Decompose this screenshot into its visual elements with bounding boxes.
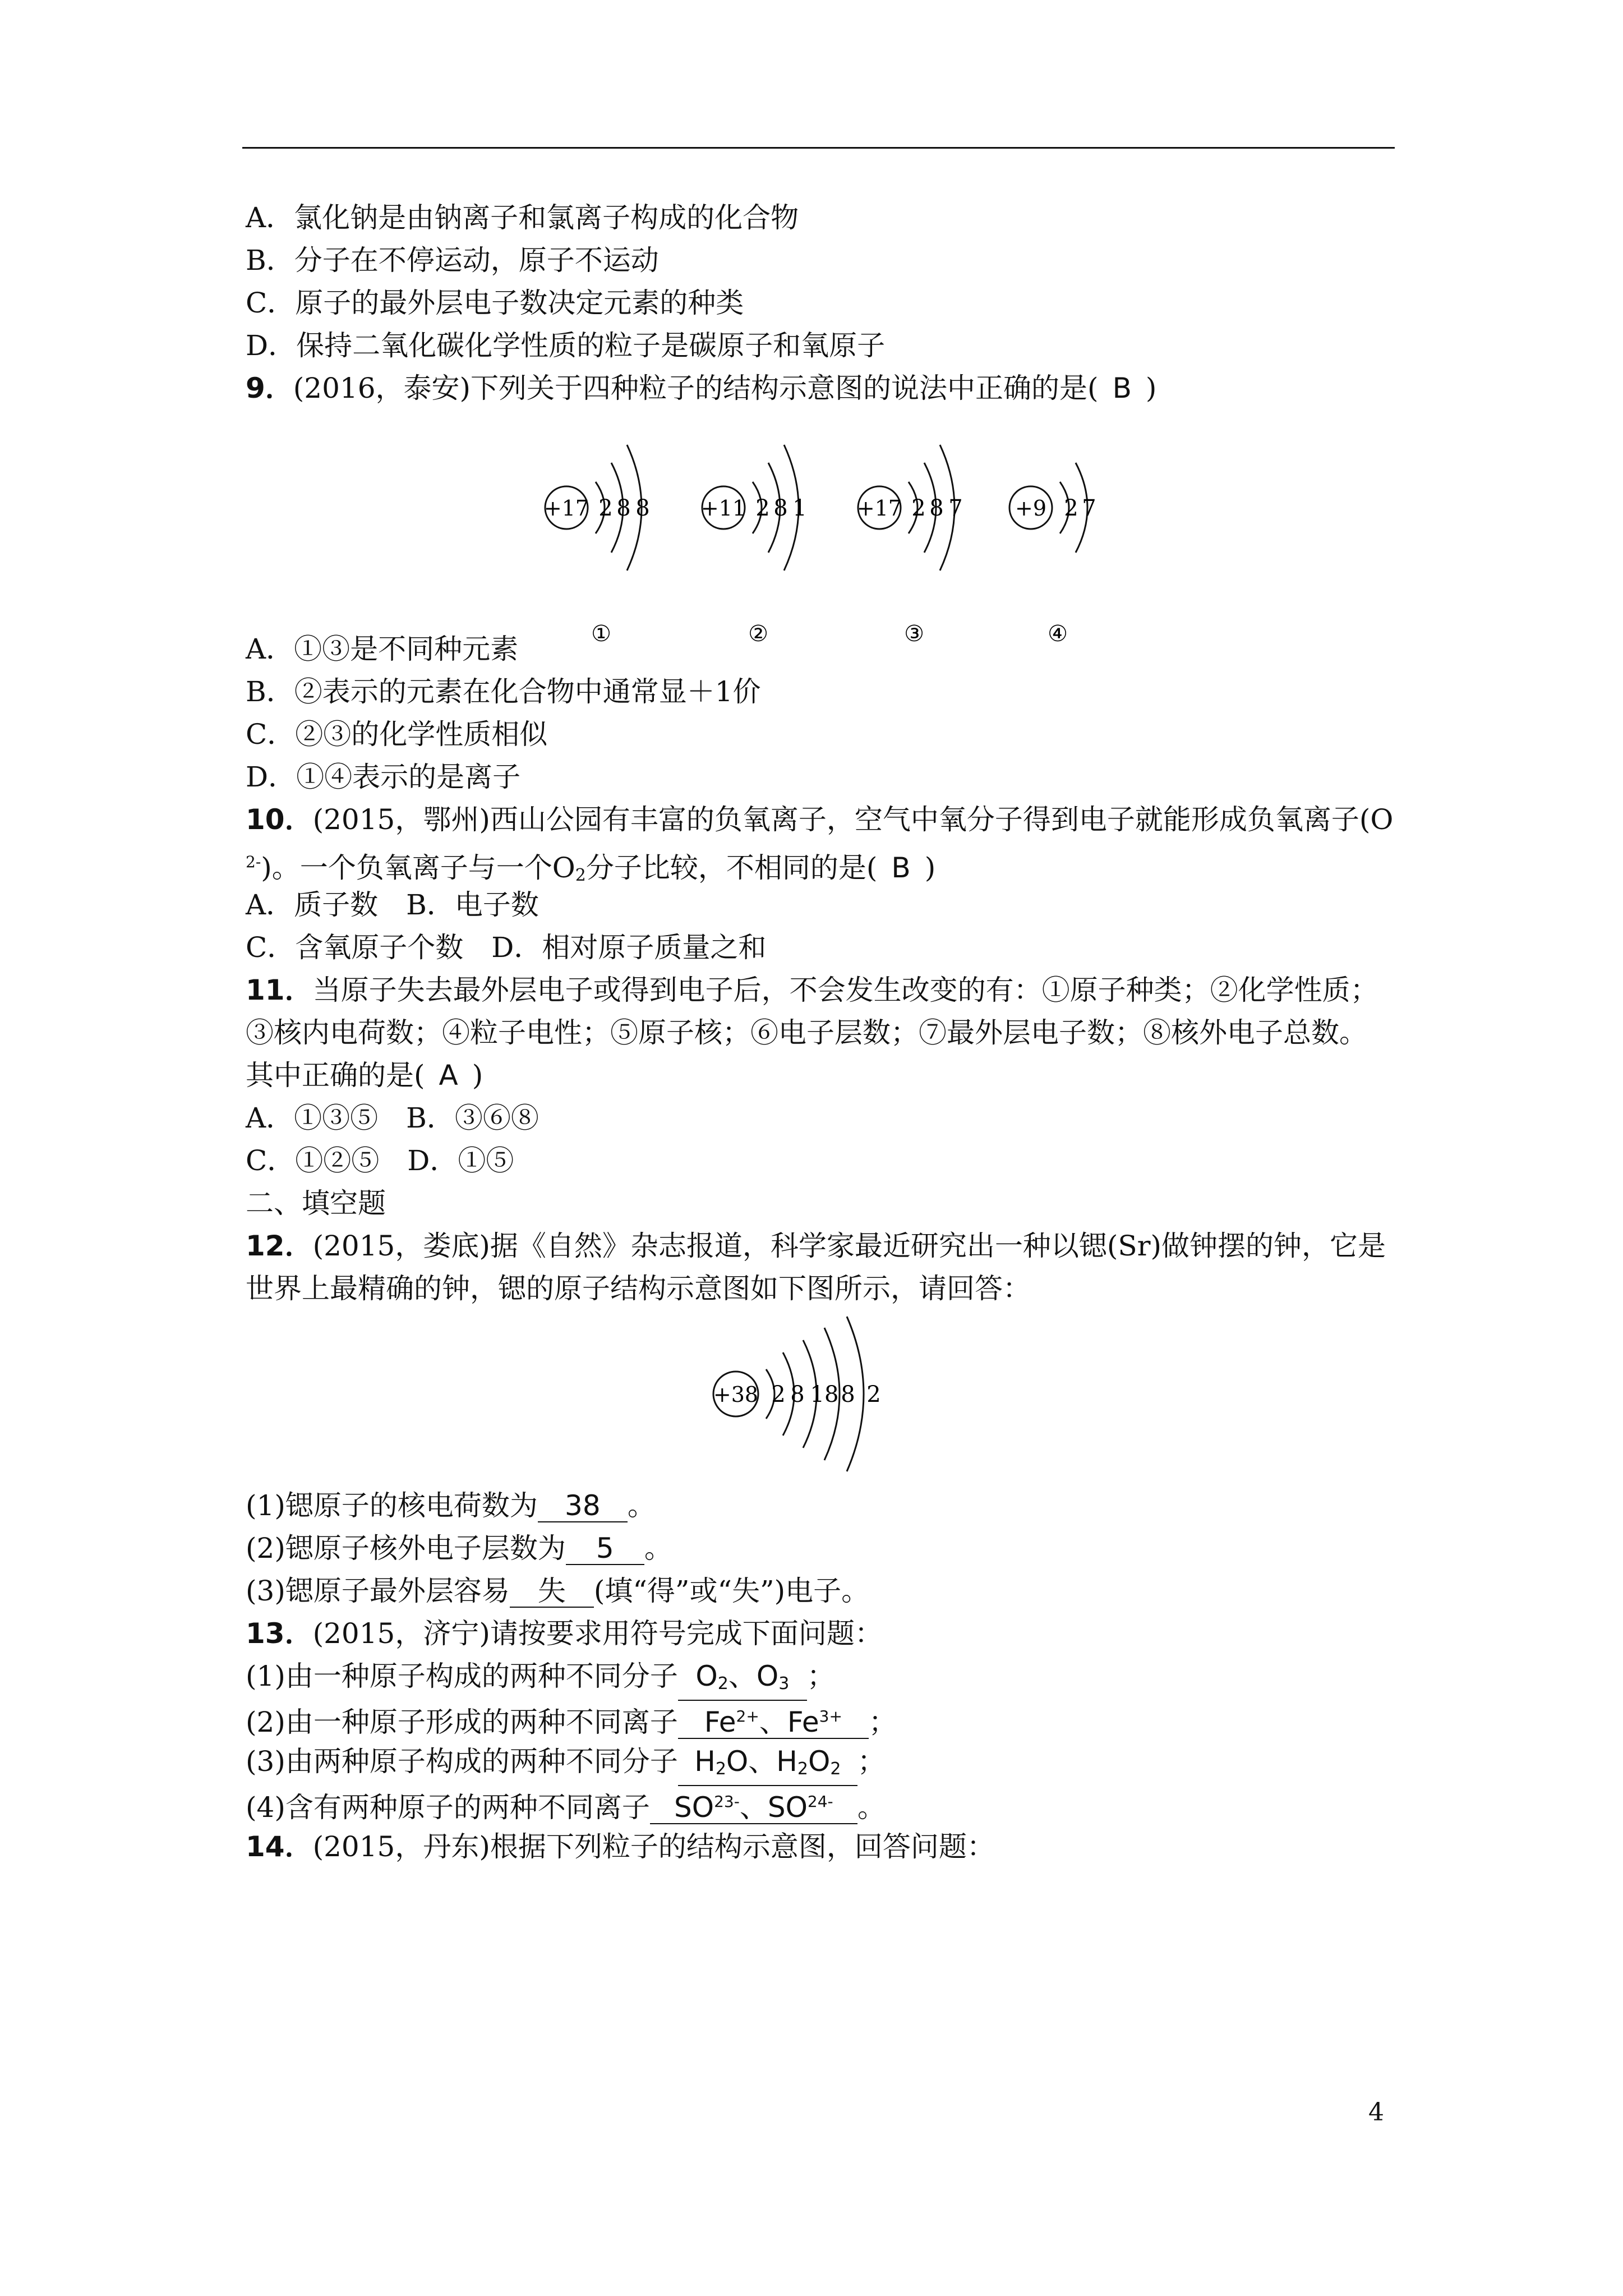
shell-count: 2 [771,1382,786,1407]
q9-stem-text: (2016，泰安)下列关于四种粒子的结构示意图的说法中正确的是( [293,372,1099,404]
q12-part3 [246,1573,869,1609]
q10-options-ab: A．质子数 B．电子数 [246,889,539,921]
q13-part3 [246,1743,886,1786]
q13-stem-text: (2015，济宁)请按要求用符号完成下面问题： [312,1617,883,1650]
nucleus-charge: +9 [1015,496,1047,521]
q12-part1 [246,1488,656,1524]
section-heading-fill-in: 二、填空题 [246,1187,386,1220]
q13-part2-answer: $Fe^{2+}$、$Fe^{3+}$ [678,1701,869,1739]
q10-stem-text3: 分子比较，不相同的是( [585,852,878,884]
shell-count: 2 [866,1382,881,1407]
shell-count: 8 [616,495,631,521]
q13-stem [246,1616,883,1651]
q9-option-d: D．①④表示的是离子 [246,761,521,793]
q8-option-b: B．分子在不停运动，原子不运动 [246,244,659,277]
q12-part2-text: (2)锶原子核外电子层数为 [246,1532,566,1565]
q13-part1-text: (1)由一种原子构成的两种不同分子 [246,1660,678,1692]
q10-stem-line1 [246,802,1393,838]
q9-option-b: B．②表示的元素在化合物中通常显＋1价 [246,675,761,708]
header-rule [242,147,1395,149]
q12-part1-end: 。 [627,1489,656,1522]
q9-close: ) [1145,372,1157,404]
q9-diagram-3 [857,445,963,647]
q10-number: 10． [246,803,313,836]
page-number: 4 [1368,2098,1384,2127]
shell-count: 2 [598,495,613,521]
nucleus-charge: +17 [856,496,902,521]
q14-stem [246,1829,995,1865]
q10-ion-charge: 2- [246,853,261,871]
q13-part2-text: (2)由一种原子形成的两种不同离子 [246,1706,678,1738]
q9-answer: B [1112,372,1132,404]
q11-close: ) [472,1059,483,1092]
q11-stem-text3: 其中正确的是( [246,1059,425,1092]
q9-number: 9． [246,372,293,404]
diagram-label: ② [748,621,768,647]
q11-answer: A [439,1059,458,1092]
shell-count: 8 [929,495,944,521]
q8-option-a: A．氯化钠是由钠离子和氯离子构成的化合物 [246,201,799,234]
q12-part3-end: (填“得”或“失”)电子。 [593,1575,870,1607]
q11-stem-text1: 当原子失去最外层电子或得到电子后，不会发生改变的有：①原子种类；②化学性质； [312,974,1378,1006]
shell-count: 8 [773,495,788,521]
q9-diagram-4 [1009,463,1096,647]
q10-stem-text1: (2015，鄂州)西山公园有丰富的负氧离子，空气中氧分子得到电子就能形成负氧离子(O [312,803,1394,836]
shell-count: 2 [911,495,926,521]
q13-part4-answer: $SO^{23-}$、$SO^{24-}$ [650,1786,857,1824]
q13-number: 13． [246,1617,313,1650]
q9-option-c: C．②③的化学性质相似 [246,718,548,751]
shell-count: 7 [1082,495,1096,521]
q10-close: ) [924,852,936,884]
diagram-label: ① [591,621,611,647]
q13-part1-answer: $O_2$、$O_3$ [678,1660,807,1701]
q11-stem-line3 [246,1057,483,1093]
shell-count: 8 [635,495,650,521]
q11-stem-line1 [246,972,1378,1008]
q10-options-cd: C．含氧原子个数 D．相对原子质量之和 [246,931,767,964]
q9-diagram-1 [544,445,650,647]
q13-part2-end: ； [868,1706,897,1738]
q12-part1-answer: 38 [538,1490,628,1522]
q12-number: 12． [246,1230,313,1262]
shell-count: 2 [1064,495,1078,521]
nucleus-charge: +38 [713,1382,759,1407]
shell-count: 8 [790,1382,805,1407]
q12-stem-text1: (2015，娄底)据《自然》杂志报道，科学家最近研究出一种以锶(Sr)做钟摆的钟，它是 [312,1230,1386,1262]
q13-part4-end: 。 [857,1791,886,1824]
shell-count: 7 [948,495,963,521]
q8-option-c: C．原子的最外层电子数决定元素的种类 [246,287,744,319]
diagram-label: ④ [1048,621,1068,647]
q12-part2-answer: 5 [566,1533,644,1565]
q13-part3-answer: $H_2O$、$H_2O_2$ [678,1746,857,1786]
diagram-label: ③ [904,621,924,647]
nucleus-charge: +11 [700,496,746,521]
q12-part3-answer: 失 [510,1575,594,1608]
q12-part1-text: (1)锶原子的核电荷数为 [246,1489,538,1522]
q14-stem-text: (2015，丹东)根据下列粒子的结构示意图，回答问题： [312,1830,995,1863]
q13-part4-text: (4)含有两种原子的两种不同离子 [246,1791,650,1824]
q13-part1 [246,1658,835,1701]
q10-answer: B [891,852,911,884]
q11-options-ab: A．①③⑤ B．③⑥⑧ [246,1102,539,1134]
q9-structure-diagrams [527,418,1122,647]
q10-stem-text2: )。一个负氧离子与一个O [261,852,575,884]
q12-strontium-diagram [701,1313,937,1475]
q13-part1-end: ； [806,1660,835,1692]
q12-stem-line2: 世界上最精确的钟，锶的原子结构示意图如下图所示，请回答： [246,1272,1031,1305]
nucleus-charge: +17 [543,496,589,521]
shell-count: 1 [792,495,807,521]
q9-stem [246,370,1156,406]
q9-diagram-2 [701,445,807,647]
q12-part2-end: 。 [644,1532,672,1565]
q13-part2 [246,1701,897,1740]
shell-count: 8 [841,1382,855,1407]
shell-count: 2 [755,495,770,521]
q11-options-cd: C．①②⑤ D．①⑤ [246,1144,514,1177]
q14-number: 14． [246,1830,313,1863]
shell-count: 18 [810,1382,839,1407]
q13-part3-end: ； [857,1745,886,1778]
q10-subscript: 2 [575,866,586,885]
q10-stem-line2 [246,844,935,894]
q12-part3-text: (3)锶原子最外层容易 [246,1575,510,1607]
q9-option-a: A．①③是不同种元素 [246,633,519,665]
q13-part4 [246,1786,886,1825]
q12-part2 [246,1530,672,1566]
q11-stem-line2: ③核内电荷数；④粒子电性；⑤原子核；⑥电子层数；⑦最外层电子数；⑧核外电子总数。 [246,1016,1367,1049]
q11-number: 11． [246,974,313,1006]
q8-option-d: D．保持二氧化碳化学性质的粒子是碳原子和氧原子 [246,329,886,362]
q13-part3-text: (3)由两种原子构成的两种不同分子 [246,1745,678,1778]
q12-stem-line1 [246,1228,1386,1264]
